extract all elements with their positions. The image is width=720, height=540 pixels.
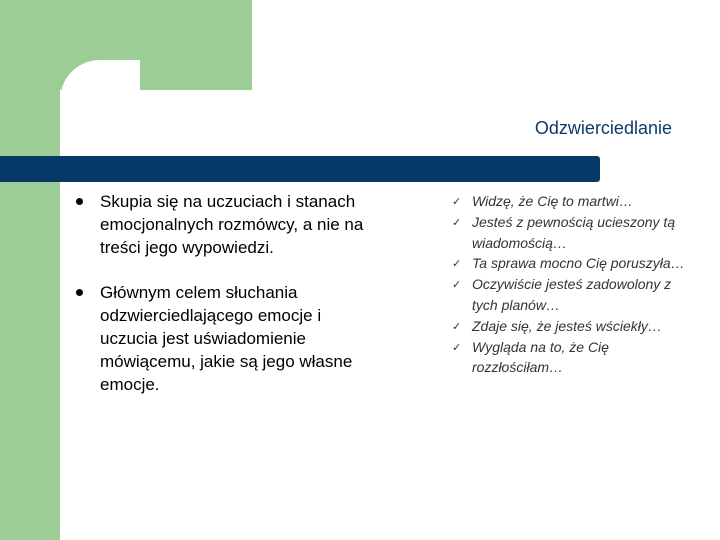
bullet-dot-icon: [76, 289, 83, 296]
list-item-text: Wygląda na to, że Cię rozzłościłam…: [472, 338, 609, 376]
title-underline-bar: [0, 156, 600, 182]
list-item-text: Skupia się na uczuciach i stanach emocjonalnych rozmówcy, a nie na treści jego wypowiedzi.: [100, 192, 364, 257]
slide-title: Odzwierciedlanie: [534, 118, 672, 138]
check-mark-icon: ✓: [452, 196, 462, 208]
check-mark-icon: ✓: [452, 258, 462, 271]
list-item: [448, 253, 688, 274]
list-item: [448, 337, 688, 379]
left-bullet-list: [76, 190, 376, 396]
list-item: [448, 274, 688, 316]
list-item-text: Zdaje się, że jesteś wściekły…: [472, 317, 662, 334]
bullet-dot-icon: [76, 198, 83, 205]
list-item: [76, 281, 376, 396]
list-item-text: Oczywiście jesteś zadowolony z tych planów…: [472, 276, 672, 313]
list-item: [76, 190, 376, 259]
list-item-text: Widzę, że Cię to martwi…: [472, 193, 633, 209]
check-mark-icon: ✓: [452, 216, 462, 229]
list-item: [448, 191, 688, 212]
check-mark-icon: ✓: [452, 320, 462, 333]
check-mark-icon: ✓: [452, 279, 462, 292]
list-item-text: Ta sprawa mocno Cię poruszyła…: [472, 255, 685, 272]
right-check-list: [448, 191, 688, 378]
list-item: [448, 212, 688, 254]
check-mark-icon: ✓: [452, 341, 462, 354]
list-item-text: Jesteś z pewnością ucieszony tą wiadomością…: [472, 213, 676, 251]
decorative-rounded-corner: [60, 60, 140, 140]
list-item-text: Głównym celem słuchania odzwierciedlającego emocje i uczucia jest uświadomienie mówiącemu, jakie są jego własne emocje.: [100, 283, 353, 394]
list-item: [448, 316, 688, 337]
decorative-green-band-left: [0, 0, 60, 540]
